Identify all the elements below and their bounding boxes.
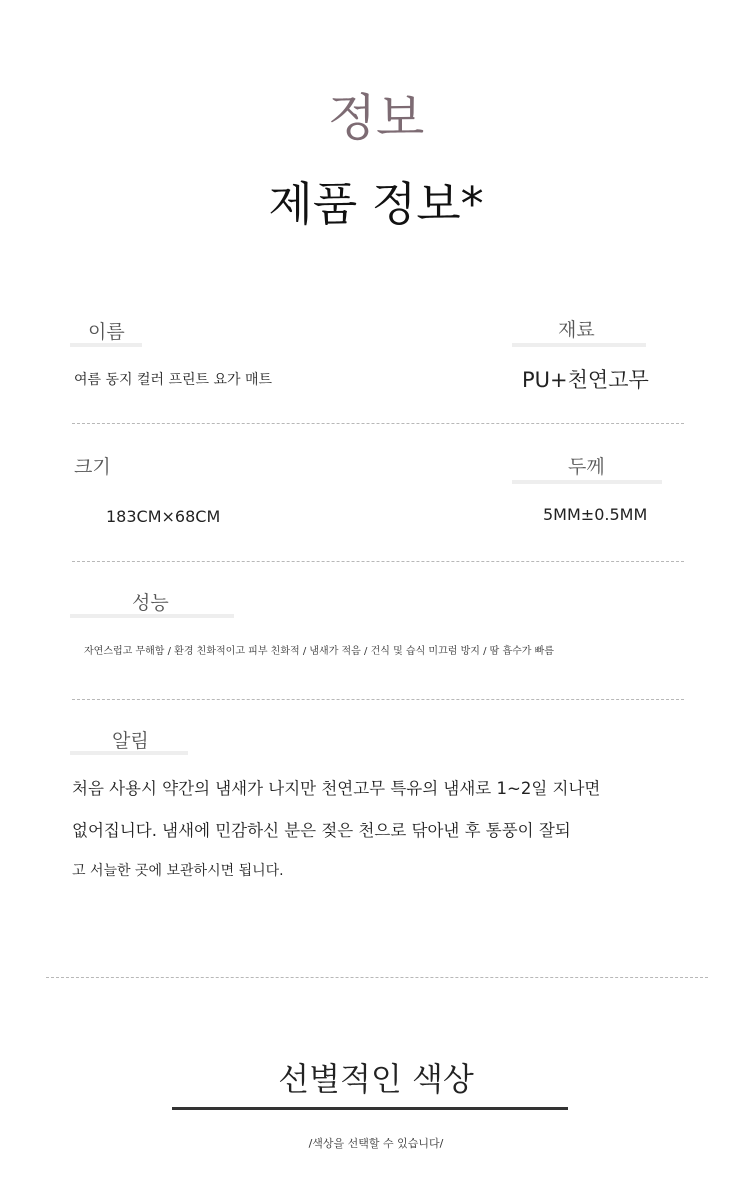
label-underline-thickness xyxy=(512,480,662,484)
colors-title-underline xyxy=(172,1107,568,1110)
section-divider xyxy=(46,977,708,978)
page-title: 제품 정보* xyxy=(268,177,484,231)
notice-line-1: 처음 사용시 약간의 냄새가 나지만 천연고무 특유의 냄새로 1~2일 지나면 xyxy=(72,779,601,798)
size-label: 크기 xyxy=(74,456,111,478)
material-label: 재료 xyxy=(558,319,595,341)
label-underline-material xyxy=(512,343,646,347)
material-value: PU+천연고무 xyxy=(522,368,649,392)
colors-section-subtitle: /색상을 선택할 수 있습니다/ xyxy=(308,1137,444,1150)
performance-value: 자연스럽고 무해함 / 환경 친화적이고 피부 친화적 / 냄새가 적음 / 건식 및 습식 미끄럼 방지 / 땀 흡수가 빠름 xyxy=(84,646,554,657)
name-label: 이름 xyxy=(88,321,125,343)
section-title-top: 정보 xyxy=(327,89,425,147)
thickness-value: 5MM±0.5MM xyxy=(543,505,648,524)
divider xyxy=(72,423,684,424)
notice-line-3: 고 서늘한 곳에 보관하시면 됩니다. xyxy=(72,863,284,879)
thickness-label: 두께 xyxy=(568,456,605,478)
notice-label: 알림 xyxy=(112,730,149,752)
colors-section-title: 선별적인 색상 xyxy=(278,1060,474,1098)
notice-line-2: 없어집니다. 냄새에 민감하신 분은 젖은 천으로 닦아낸 후 통풍이 잘되 xyxy=(72,821,571,840)
size-value: 183CM×68CM xyxy=(106,507,221,526)
name-value: 여름 동지 컬러 프린트 요가 매트 xyxy=(74,372,273,388)
performance-label: 성능 xyxy=(132,592,169,614)
divider xyxy=(72,699,684,700)
divider xyxy=(72,561,684,562)
